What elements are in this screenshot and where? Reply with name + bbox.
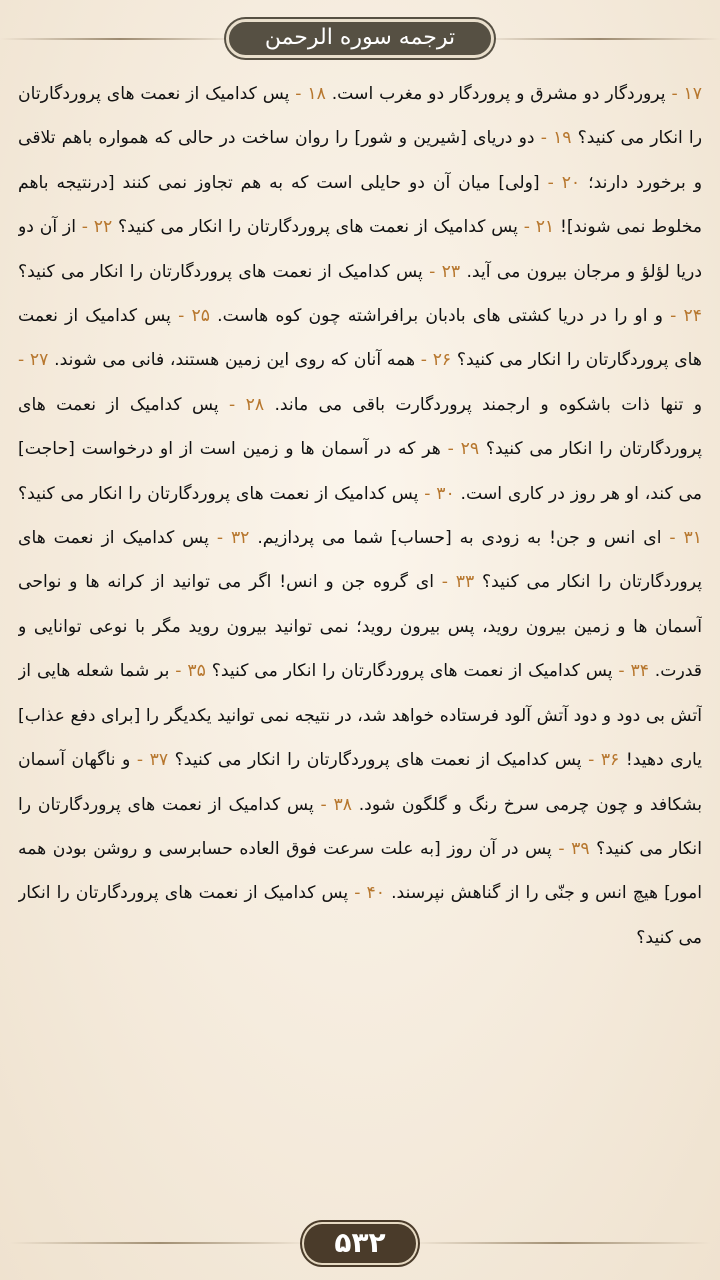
verse-text: از آن دو دریا لؤلؤ و مرجان بیرون می آید. xyxy=(18,217,702,282)
header xyxy=(0,14,720,62)
verse-number: ۲۴ - xyxy=(670,306,702,327)
footer-divider-left xyxy=(10,1242,310,1244)
verse-text: پس کدامیک از نعمت های پروردگارتان را انکار می کنید؟ xyxy=(112,217,524,238)
footer xyxy=(0,1218,720,1268)
verse-number: ۴۰ - xyxy=(354,883,386,904)
verse-number: ۲۳ - xyxy=(429,261,461,282)
verse-text: پس کدامیک از نعمت های پروردگارتان را انکار می کنید؟ xyxy=(18,794,702,859)
verse-text: پس کدامیک از نعمت های پروردگارتان را انکار می کنید؟ xyxy=(18,528,702,593)
verse-text: دو دریای [شیرین و شور] را روان ساخت در حالی که همواره باهم تلاقی و برخورد دارند؛ xyxy=(18,128,702,193)
verse-text: پس کدامیک از نعمت های پروردگارتان را انکار می کنید؟ xyxy=(18,84,702,149)
footer-divider-right xyxy=(410,1242,710,1244)
translation-text xyxy=(18,72,702,1212)
verse-number: ۳۰ - xyxy=(424,483,455,504)
verse-number: ۲۹ - xyxy=(447,439,480,460)
verse-text: بر شما شعله هایی از آتش بی دود و دود آتش آلود فرستاده خواهد شد، در نتیجه نمی توانید یکدیگر را [برای دفع عذاب] یاری دهید! xyxy=(18,661,702,771)
verse-number: ۱۸ - xyxy=(295,84,326,104)
verse-text: و ناگهان آسمان بشکافد و چون چرمی سرخ رنگ و گلگون شود. xyxy=(18,750,702,815)
verse-number: ۱۹ - xyxy=(540,128,572,149)
verse-text: پس کدامیک از نعمت های پروردگارتان را انکار می کنید؟ xyxy=(18,883,702,948)
verse-number: ۳۹ - xyxy=(558,838,590,859)
verse-text: ای انس و جن! به زودی به [حساب] شما می پردازیم. xyxy=(249,528,670,549)
verse-text: پس کدامیک از نعمت های پروردگارتان را انکار می کنید؟ xyxy=(205,661,619,682)
verse-text: همه آنان که روی این زمین هستند، فانی می شوند. xyxy=(48,350,421,371)
verse-text: پس کدامیک از نعمت های پروردگارتان را انکار می کنید؟ xyxy=(18,261,430,282)
verse-number: ۲۶ - xyxy=(420,350,452,371)
verse-text: پس کدامیک از نعمت های پروردگارتان را انکار می کنید؟ xyxy=(18,394,702,460)
verse-number: ۲۸ - xyxy=(229,394,265,415)
verse-number: ۲۰ - xyxy=(547,172,581,193)
verse-number: ۳۱ - xyxy=(669,528,702,549)
verse-number: ۳۴ - xyxy=(618,661,649,682)
verse-text: پس کدامیک از نعمت های پروردگارتان را انکار می کنید؟ xyxy=(168,750,589,771)
verse-text: پس کدامیک از نعمت های پروردگارتان را انکار می کنید؟ xyxy=(18,483,425,504)
header-divider-left xyxy=(0,38,240,40)
verse-number: ۳۷ - xyxy=(136,750,169,771)
page-title: ترجمه سوره الرحمن xyxy=(226,19,494,58)
verse-number: ۲۷ - xyxy=(18,350,49,371)
verse-number: ۳۵ - xyxy=(175,661,206,682)
verse-text: ای گروه جن و انس! اگر می توانید از کرانه ها و نواحی آسمان ها و زمین بیرون روید، پس بیرون روید؛ نمی توانید بیرون روید مگر با نوعی توانایی و قدرت. xyxy=(18,572,702,682)
verse-number: ۲۵ - xyxy=(178,306,210,327)
verse-number: ۳۶ - xyxy=(588,750,620,771)
verse-number: ۳۸ - xyxy=(320,794,352,815)
verse-number: ۳۳ - xyxy=(441,572,475,593)
verse-number: ۲۲ - xyxy=(81,217,113,238)
verse-text: پس در آن روز [به علت سرعت فوق العاده حسابرسی و روشن بودن همه امور] هیچ انس و جنّی را از گناهش نپرسند. xyxy=(18,838,702,904)
header-divider-right xyxy=(480,38,720,40)
verse-text: پس کدامیک از نعمت های پروردگارتان را انکار می کنید؟ xyxy=(18,306,702,371)
page-number: ۵۳۲ xyxy=(304,1224,415,1263)
verse-text: و تنها ذات باشکوه و ارجمند پروردگارت باقی می ماند. xyxy=(264,394,702,415)
verse-number: ۱۷ - xyxy=(671,84,702,104)
verse-number: ۳۲ - xyxy=(216,528,250,549)
verse-number: ۲۱ - xyxy=(523,217,555,238)
verse-text: [ولی] میان آن دو حایلی است که به هم تجاوز نمی کنند [درنتیجه باهم مخلوط نمی شوند]! xyxy=(18,172,702,238)
verse-text: هر که در آسمان ها و زمین است از او درخواست [حاجت] می کند، او هر روز در کاری است. xyxy=(18,439,702,504)
verse-text: و او را در دریا کشتی های بادبان برافراشته چون کوه هاست. xyxy=(209,306,671,327)
verse-text: پروردگار دو مشرق و پروردگار دو مغرب است. xyxy=(325,84,672,104)
